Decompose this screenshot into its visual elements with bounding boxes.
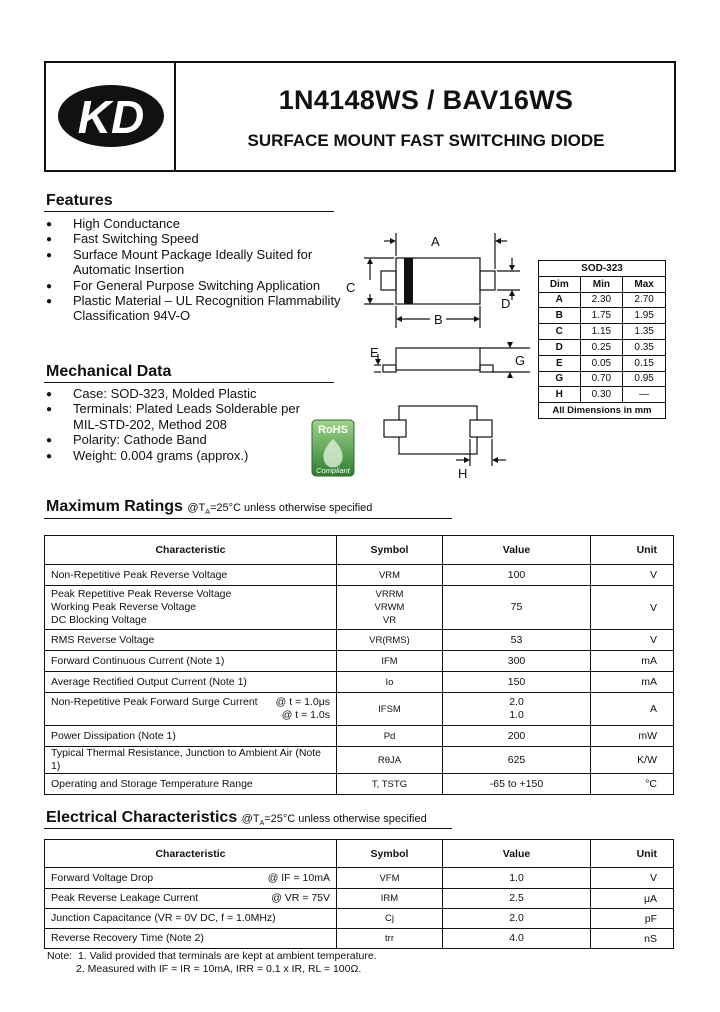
- cell-symbol: Io: [337, 672, 443, 693]
- dims-cell: 1.75: [580, 308, 623, 324]
- dim-label-g: G: [515, 353, 526, 368]
- characteristic-text: Forward Voltage Drop: [51, 871, 154, 884]
- max-ratings-heading: [46, 498, 372, 516]
- cell-value: 2.5: [443, 889, 591, 909]
- dims-footer-cell: All Dimensions in mm: [539, 403, 666, 419]
- dims-row: [539, 371, 666, 387]
- list-item: ● Case: SOD-323, Molded Plastic: [46, 386, 300, 401]
- header-characteristic: Characteristic: [45, 840, 337, 868]
- table-row: [45, 693, 674, 726]
- table-row: [45, 651, 674, 672]
- cell-flex-wrap: [51, 872, 330, 885]
- list-item: ● For General Purpose Switching Application: [46, 278, 341, 293]
- dim-label-c: C: [346, 280, 356, 295]
- dimensions-table: [538, 260, 666, 419]
- characteristic-text: Average Rectified Output Current (Note 1): [51, 675, 247, 688]
- cell-unit: V: [591, 630, 674, 651]
- dims-cell: 1.95: [623, 308, 666, 324]
- characteristic-text: Non-Repetitive Peak Forward Surge Current: [51, 696, 258, 708]
- header-unit: Unit: [591, 840, 674, 868]
- list-item: ● Weight: 0.004 grams (approx.): [46, 448, 300, 463]
- cell-value: 150: [443, 672, 591, 693]
- dims-row: [539, 339, 666, 355]
- cell-unit: mW: [591, 726, 674, 747]
- cell-symbol: T, TSTG: [337, 774, 443, 795]
- cell-characteristic: [45, 630, 337, 651]
- dim-label-h: H: [458, 466, 468, 481]
- table-row: [45, 889, 674, 909]
- cell-symbol: IFSM: [337, 693, 443, 726]
- dims-cell: 0.15: [623, 355, 666, 371]
- part-subtitle: SURFACE MOUNT FAST SWITCHING DIODE: [247, 131, 605, 150]
- table-row: [45, 909, 674, 929]
- table-row: [45, 672, 674, 693]
- cell-value: 100: [443, 565, 591, 586]
- header-unit: Unit: [591, 536, 674, 565]
- condition-text: @ VR = 75V: [271, 892, 330, 904]
- dims-cell: 1.35: [623, 324, 666, 340]
- dims-cell: 0.70: [580, 371, 623, 387]
- cell-characteristic: [45, 693, 337, 726]
- characteristic-text: Non-Repetitive Peak Reverse Voltage: [51, 568, 228, 581]
- rohs-top-text: RoHS: [318, 424, 348, 436]
- electrical-table: [44, 839, 674, 949]
- cell-value: -65 to +150: [443, 774, 591, 795]
- cell-characteristic: [45, 929, 337, 949]
- cell-symbol: RθJA: [337, 747, 443, 774]
- cell-characteristic: [45, 586, 337, 630]
- dims-cell: H: [539, 387, 581, 403]
- cathode-band: [404, 258, 413, 304]
- dims-row: [539, 387, 666, 403]
- characteristic-text: Forward Continuous Current (Note 1): [51, 654, 225, 667]
- dims-title-row: [539, 261, 666, 277]
- cell-unit: A: [591, 693, 674, 726]
- characteristic-text: Typical Thermal Resistance, Junction to Ambient Air (Note 1): [51, 747, 322, 772]
- cell-symbol: IRM: [337, 889, 443, 909]
- table-header-row: [45, 536, 674, 565]
- cell-value: 625: [443, 747, 591, 774]
- cell-symbol: VRM: [337, 565, 443, 586]
- cell-characteristic: [45, 774, 337, 795]
- characteristic-text: Peak Reverse Leakage Current: [51, 892, 199, 904]
- cell-flex-wrap: [51, 696, 330, 722]
- note-1: [47, 950, 377, 963]
- dims-cell: C: [539, 324, 581, 340]
- dims-row: [539, 292, 666, 308]
- max-ratings-condition: [187, 502, 373, 517]
- electrical-rule: [44, 828, 452, 829]
- electrical-condition: [241, 813, 427, 828]
- dim-label-b: B: [434, 312, 443, 327]
- dim-label-d: D: [501, 296, 511, 311]
- characteristic-text: Operating and Storage Temperature Range: [51, 777, 253, 790]
- dims-header-row: [539, 276, 666, 292]
- dims-cell: 0.95: [623, 371, 666, 387]
- cell-value: 53: [443, 630, 591, 651]
- dim-label-a: A: [431, 234, 440, 249]
- cell-value: 2.0 1.0: [443, 693, 591, 726]
- condition-text: @ IF = 10mA: [267, 871, 330, 884]
- note-2: [47, 963, 377, 976]
- dim-label-e: E: [370, 345, 379, 360]
- cond-suffix: =25°C unless otherwise specified: [209, 502, 373, 514]
- table-row: [45, 630, 674, 651]
- part-title: 1N4148WS / BAV16WS: [278, 85, 574, 115]
- list-item: ● Fast Switching Speed: [46, 231, 341, 246]
- max-ratings-title: Maximum Ratings: [46, 498, 183, 515]
- dims-cell: 2.70: [623, 292, 666, 308]
- characteristic-text: Peak Repetitive Peak Reverse Voltage Working Peak Reverse Voltage DC Blocking Voltage: [51, 588, 232, 626]
- dims-cell: E: [539, 355, 581, 371]
- table-row: [45, 726, 674, 747]
- cell-value: 75: [443, 586, 591, 630]
- cell-symbol: VFM: [337, 868, 443, 889]
- rohs-bottom-text: Compliant: [316, 466, 350, 475]
- cell-unit: mA: [591, 651, 674, 672]
- header-box: [44, 61, 676, 172]
- cond-sub: A: [205, 509, 210, 517]
- header-symbol: Symbol: [337, 840, 443, 868]
- cond-prefix: @T: [241, 813, 260, 825]
- cell-unit: μA: [591, 889, 674, 909]
- features-rule: [44, 211, 334, 212]
- dims-cell: G: [539, 371, 581, 387]
- cell-symbol: Cj: [337, 909, 443, 929]
- max-ratings-table: [44, 535, 674, 795]
- cell-unit: pF: [591, 909, 674, 929]
- cell-characteristic: [45, 651, 337, 672]
- cond-sub: A: [259, 820, 265, 828]
- dims-cell: B: [539, 308, 581, 324]
- cond-prefix: @T: [187, 502, 206, 514]
- header-characteristic: Characteristic: [45, 536, 337, 565]
- dims-package-cell: SOD-323: [539, 261, 666, 277]
- note-1-text: 1. Valid provided that terminals are kept at ambient temperature.: [77, 950, 377, 962]
- characteristic-text: Reverse Recovery Time (Note 2): [51, 932, 204, 944]
- note-2-text: 2. Measured with IF = IR = 10mA, IRR = 0.1 x IR, RL = 100Ω.: [76, 962, 362, 975]
- table-row: [45, 747, 674, 774]
- cell-flex-wrap: [51, 892, 330, 905]
- cell-unit: V: [591, 586, 674, 630]
- features-heading: Features: [46, 192, 113, 209]
- table-row: [45, 774, 674, 795]
- logo-box: [46, 63, 176, 170]
- dims-cell: 0.35: [623, 339, 666, 355]
- cell-symbol: trr: [337, 929, 443, 949]
- cell-unit: V: [591, 868, 674, 889]
- cell-characteristic: [45, 565, 337, 586]
- notes: [47, 950, 377, 975]
- header-symbol: Symbol: [337, 536, 443, 565]
- features-list: [46, 216, 341, 324]
- cell-unit: V: [591, 565, 674, 586]
- cell-symbol: VR(RMS): [337, 630, 443, 651]
- logo-text: KD: [77, 91, 145, 143]
- dims-cell: 2.30: [580, 292, 623, 308]
- cell-characteristic: [45, 889, 337, 909]
- dims-header-cell: Min: [580, 276, 623, 292]
- dims-row: [539, 324, 666, 340]
- cell-value: 200: [443, 726, 591, 747]
- table-row: [45, 929, 674, 949]
- cell-characteristic: [45, 868, 337, 889]
- dims-cell: 0.30: [580, 387, 623, 403]
- note-label: Note:: [47, 950, 73, 962]
- list-item: ● Surface Mount Package Ideally Suited for Automatic Insertion: [46, 247, 341, 278]
- characteristic-text: RMS Reverse Voltage: [51, 633, 155, 646]
- table-row: [45, 868, 674, 889]
- dims-row: [539, 308, 666, 324]
- max-ratings-rule: [44, 518, 452, 519]
- dims-cell: 0.05: [580, 355, 623, 371]
- cell-value: 1.0: [443, 868, 591, 889]
- cell-characteristic: [45, 726, 337, 747]
- mechanical-list: [46, 386, 300, 463]
- cell-unit: K/W: [591, 747, 674, 774]
- dims-cell: 0.25: [580, 339, 623, 355]
- header-value: Value: [443, 536, 591, 565]
- dims-header-cell: Dim: [539, 276, 581, 292]
- cell-value: 2.0: [443, 909, 591, 929]
- cell-symbol: VRRM VRWM VR: [337, 586, 443, 630]
- dims-cell: D: [539, 339, 581, 355]
- list-item: ● Terminals: Plated Leads Solderable per MIL-STD-202, Method 208: [46, 401, 300, 432]
- cell-characteristic: [45, 672, 337, 693]
- cell-characteristic: [45, 747, 337, 774]
- dims-cell: A: [539, 292, 581, 308]
- dims-footer-row: [539, 403, 666, 419]
- characteristic-text: Power Dissipation (Note 1): [51, 729, 176, 742]
- cell-unit: mA: [591, 672, 674, 693]
- list-item: ● Polarity: Cathode Band: [46, 432, 300, 447]
- cell-symbol: Pd: [337, 726, 443, 747]
- cell-unit: °C: [591, 774, 674, 795]
- cond-suffix: =25°C unless otherwise specified: [264, 813, 427, 825]
- mechanical-heading: Mechanical Data: [46, 363, 172, 380]
- cell-unit: nS: [591, 929, 674, 949]
- dims-header-cell: Max: [623, 276, 666, 292]
- characteristic-text: Junction Capacitance (VR = 0V DC, f = 1.0MHz): [51, 912, 276, 924]
- table-header-row: [45, 840, 674, 868]
- dims-row: [539, 355, 666, 371]
- rohs-badge: [311, 419, 355, 477]
- header-value: Value: [443, 840, 591, 868]
- list-item: ● High Conductance: [46, 216, 341, 231]
- cell-value: 300: [443, 651, 591, 672]
- mechanical-rule: [44, 382, 334, 383]
- cell-characteristic: [45, 909, 337, 929]
- package-diagram: [340, 230, 530, 482]
- electrical-heading: [46, 809, 427, 827]
- kd-logo: [56, 83, 166, 149]
- list-item: ● Plastic Material – UL Recognition Flammability Classification 94V-O: [46, 293, 341, 324]
- cell-symbol: IFM: [337, 651, 443, 672]
- table-row: [45, 586, 674, 630]
- electrical-title: Electrical Characteristics: [46, 809, 238, 826]
- dims-cell: 1.15: [580, 324, 623, 340]
- dims-cell: —: [623, 387, 666, 403]
- cell-value: 4.0: [443, 929, 591, 949]
- condition-text: @ t = 1.0μs @ t = 1.0s: [275, 696, 330, 721]
- table-row: [45, 565, 674, 586]
